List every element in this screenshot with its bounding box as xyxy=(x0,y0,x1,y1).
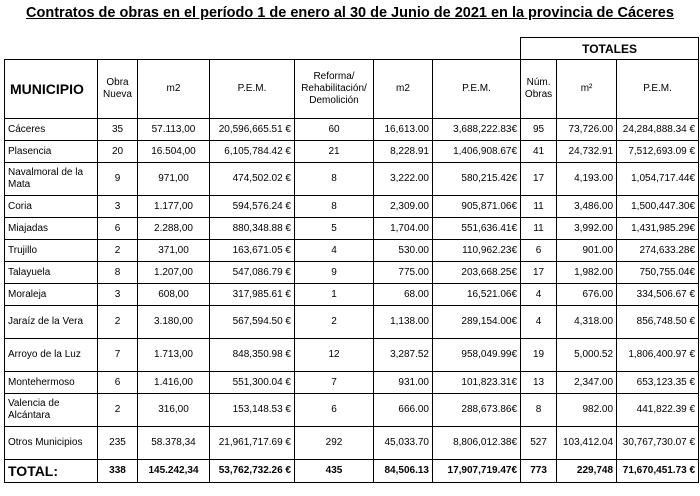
table-row xyxy=(5,262,699,284)
col-header-m2-total: m² xyxy=(557,60,617,119)
cell-reforma: 6 xyxy=(295,394,374,427)
cell-num-obras: 11 xyxy=(521,196,557,218)
cell-municipio: Plasencia xyxy=(5,141,98,163)
col-header-pem-nueva: P.E.M. xyxy=(210,60,295,119)
cell-pem-reforma: 110,962.23€ xyxy=(433,240,521,262)
cell-m2-reforma: 68.00 xyxy=(374,284,433,306)
table-row xyxy=(5,218,699,240)
cell-pem-reforma: 289,154.00€ xyxy=(433,306,521,339)
cell-reforma: 292 xyxy=(295,427,374,460)
cell-m2-nueva: 1.207,00 xyxy=(138,262,210,284)
cell-pem-total: 441,822.39 € xyxy=(617,394,699,427)
table-row xyxy=(5,284,699,306)
cell-municipio: Moraleja xyxy=(5,284,98,306)
header-row xyxy=(5,60,699,119)
col-header-reforma: Reforma/ Rehabilitación/ Demolición xyxy=(295,60,374,119)
cell-pem-nueva: 6,105,784.42 € xyxy=(210,141,295,163)
cell-m2-total: 2,347.00 xyxy=(557,372,617,394)
cell-pem-nueva: 567,594.50 € xyxy=(210,306,295,339)
col-header-m2-reforma: m2 xyxy=(374,60,433,119)
cell-reforma: 12 xyxy=(295,339,374,372)
cell-pem-reforma: 16,521.06€ xyxy=(433,284,521,306)
cell-m2-nueva: 58.378,34 xyxy=(138,427,210,460)
cell-municipio: Miajadas xyxy=(5,218,98,240)
cell-pem-nueva: 848,350.98 € xyxy=(210,339,295,372)
cell-pem-total: 1,431,985.29€ xyxy=(617,218,699,240)
cell-m2-nueva: 316,00 xyxy=(138,394,210,427)
cell-pem-nueva: 317,985.61 € xyxy=(210,284,295,306)
table-row xyxy=(5,339,699,372)
cell-municipio: Talayuela xyxy=(5,262,98,284)
cell-m2-reforma: 3,222.00 xyxy=(374,163,433,196)
total-pem-reforma: 17,907,719.47€ xyxy=(433,460,521,483)
total-label: TOTAL: xyxy=(5,460,98,483)
cell-num-obras: 4 xyxy=(521,306,557,339)
cell-m2-total: 5,000.52 xyxy=(557,339,617,372)
cell-m2-reforma: 1,138.00 xyxy=(374,306,433,339)
cell-m2-total: 4,193.00 xyxy=(557,163,617,196)
cell-pem-nueva: 153,148.53 € xyxy=(210,394,295,427)
total-obra-nueva: 338 xyxy=(98,460,138,483)
cell-municipio: Montehermoso xyxy=(5,372,98,394)
cell-municipio: Coria xyxy=(5,196,98,218)
totals-group-row xyxy=(5,38,699,60)
cell-municipio: Otros Municipios xyxy=(5,427,98,460)
cell-pem-reforma: 3,688,222.83€ xyxy=(433,119,521,141)
cell-reforma: 7 xyxy=(295,372,374,394)
cell-pem-nueva: 474,502.02 € xyxy=(210,163,295,196)
cell-pem-nueva: 594,576.24 € xyxy=(210,196,295,218)
cell-pem-reforma: 101,823.31€ xyxy=(433,372,521,394)
cell-municipio: Navalmoral de la Mata xyxy=(5,163,98,196)
cell-num-obras: 19 xyxy=(521,339,557,372)
cell-municipio: Valencia de Alcántara xyxy=(5,394,98,427)
cell-reforma: 5 xyxy=(295,218,374,240)
cell-m2-nueva: 1.416,00 xyxy=(138,372,210,394)
table-row xyxy=(5,372,699,394)
cell-m2-nueva: 371,00 xyxy=(138,240,210,262)
cell-obra-nueva: 20 xyxy=(98,141,138,163)
total-m2-nueva: 145.242,34 xyxy=(138,460,210,483)
cell-m2-nueva: 3.180,00 xyxy=(138,306,210,339)
cell-m2-total: 73,726.00 xyxy=(557,119,617,141)
cell-obra-nueva: 35 xyxy=(98,119,138,141)
table-row xyxy=(5,306,699,339)
cell-num-obras: 13 xyxy=(521,372,557,394)
table-row xyxy=(5,119,699,141)
cell-pem-reforma: 905,871.06€ xyxy=(433,196,521,218)
col-header-pem-reforma: P.E.M. xyxy=(433,60,521,119)
cell-pem-reforma: 1,406,908.67€ xyxy=(433,141,521,163)
cell-m2-total: 4,318.00 xyxy=(557,306,617,339)
cell-m2-reforma: 16,613.00 xyxy=(374,119,433,141)
cell-pem-total: 334,506.67 € xyxy=(617,284,699,306)
cell-pem-reforma: 580,215.42€ xyxy=(433,163,521,196)
cell-num-obras: 8 xyxy=(521,394,557,427)
cell-m2-nueva: 608,00 xyxy=(138,284,210,306)
cell-pem-total: 7,512,693.09 € xyxy=(617,141,699,163)
cell-obra-nueva: 2 xyxy=(98,394,138,427)
cell-obra-nueva: 6 xyxy=(98,218,138,240)
cell-municipio: Cáceres xyxy=(5,119,98,141)
cell-m2-reforma: 1,704.00 xyxy=(374,218,433,240)
table-row xyxy=(5,196,699,218)
cell-pem-total: 653,123.35 € xyxy=(617,372,699,394)
cell-m2-reforma: 45,033.70 xyxy=(374,427,433,460)
cell-obra-nueva: 7 xyxy=(98,339,138,372)
total-pem-total: 71,670,451.73 € xyxy=(617,460,699,483)
col-header-num-obras: Núm. Obras xyxy=(521,60,557,119)
cell-obra-nueva: 235 xyxy=(98,427,138,460)
cell-pem-reforma: 203,668.25€ xyxy=(433,262,521,284)
cell-num-obras: 6 xyxy=(521,240,557,262)
cell-m2-reforma: 8,228.91 xyxy=(374,141,433,163)
total-m2-total: 229,748 xyxy=(557,460,617,483)
cell-m2-reforma: 931.00 xyxy=(374,372,433,394)
table-row xyxy=(5,427,699,460)
cell-m2-reforma: 666.00 xyxy=(374,394,433,427)
col-header-pem-total: P.E.M. xyxy=(617,60,699,119)
cell-num-obras: 17 xyxy=(521,163,557,196)
cell-obra-nueva: 2 xyxy=(98,306,138,339)
table-body xyxy=(5,119,699,460)
total-row xyxy=(5,460,699,483)
cell-reforma: 8 xyxy=(295,196,374,218)
total-pem-nueva: 53,762,732.26 € xyxy=(210,460,295,483)
cell-obra-nueva: 3 xyxy=(98,284,138,306)
cell-pem-total: 274,633.28€ xyxy=(617,240,699,262)
cell-pem-nueva: 163,671.05 € xyxy=(210,240,295,262)
cell-municipio: Arroyo de la Luz xyxy=(5,339,98,372)
cell-pem-total: 1,806,400.97 € xyxy=(617,339,699,372)
total-reforma: 435 xyxy=(295,460,374,483)
cell-pem-total: 30,767,730.07 € xyxy=(617,427,699,460)
table-row xyxy=(5,394,699,427)
cell-pem-total: 1,500,447.30€ xyxy=(617,196,699,218)
cell-m2-nueva: 971,00 xyxy=(138,163,210,196)
cell-pem-reforma: 551,636.41€ xyxy=(433,218,521,240)
cell-reforma: 1 xyxy=(295,284,374,306)
cell-num-obras: 17 xyxy=(521,262,557,284)
cell-num-obras: 4 xyxy=(521,284,557,306)
cell-m2-reforma: 530.00 xyxy=(374,240,433,262)
table-row xyxy=(5,240,699,262)
cell-pem-reforma: 8,806,012.38€ xyxy=(433,427,521,460)
cell-pem-total: 750,755.04€ xyxy=(617,262,699,284)
contracts-table xyxy=(4,37,699,483)
cell-municipio: Trujillo xyxy=(5,240,98,262)
cell-reforma: 4 xyxy=(295,240,374,262)
cell-reforma: 21 xyxy=(295,141,374,163)
cell-reforma: 9 xyxy=(295,262,374,284)
cell-reforma: 2 xyxy=(295,306,374,339)
col-header-m2-nueva: m2 xyxy=(138,60,210,119)
cell-pem-nueva: 547,086.79 € xyxy=(210,262,295,284)
cell-pem-total: 1,054,717.44€ xyxy=(617,163,699,196)
totals-group-header: TOTALES xyxy=(521,38,699,60)
cell-m2-total: 676.00 xyxy=(557,284,617,306)
cell-m2-nueva: 57.113,00 xyxy=(138,119,210,141)
cell-pem-nueva: 20,596,665.51 € xyxy=(210,119,295,141)
cell-num-obras: 41 xyxy=(521,141,557,163)
col-header-municipio: MUNICIPIO xyxy=(5,60,98,119)
total-num-obras: 773 xyxy=(521,460,557,483)
cell-num-obras: 527 xyxy=(521,427,557,460)
table-row xyxy=(5,141,699,163)
cell-reforma: 60 xyxy=(295,119,374,141)
cell-obra-nueva: 2 xyxy=(98,240,138,262)
cell-m2-nueva: 16.504,00 xyxy=(138,141,210,163)
cell-num-obras: 95 xyxy=(521,119,557,141)
cell-reforma: 8 xyxy=(295,163,374,196)
cell-pem-nueva: 551,300.04 € xyxy=(210,372,295,394)
cell-m2-total: 103,412.04 xyxy=(557,427,617,460)
cell-obra-nueva: 3 xyxy=(98,196,138,218)
cell-m2-total: 901.00 xyxy=(557,240,617,262)
cell-municipio: Jaraíz de la Vera xyxy=(5,306,98,339)
cell-m2-nueva: 2.288,00 xyxy=(138,218,210,240)
cell-m2-total: 982.00 xyxy=(557,394,617,427)
cell-pem-nueva: 880,348.88 € xyxy=(210,218,295,240)
cell-obra-nueva: 8 xyxy=(98,262,138,284)
cell-obra-nueva: 6 xyxy=(98,372,138,394)
cell-pem-reforma: 958,049.99€ xyxy=(433,339,521,372)
cell-m2-total: 24,732.91 xyxy=(557,141,617,163)
cell-m2-reforma: 2,309.00 xyxy=(374,196,433,218)
cell-obra-nueva: 9 xyxy=(98,163,138,196)
total-m2-reforma: 84,506.13 xyxy=(374,460,433,483)
cell-m2-total: 3,992.00 xyxy=(557,218,617,240)
col-header-obra-nueva: Obra Nueva xyxy=(98,60,138,119)
cell-m2-total: 1,982.00 xyxy=(557,262,617,284)
document-title: Contratos de obras en el período 1 de enero al 30 de Junio de 2021 en la provincia de Cáceres xyxy=(26,5,674,21)
cell-pem-total: 856,748.50 € xyxy=(617,306,699,339)
cell-num-obras: 11 xyxy=(521,218,557,240)
cell-m2-nueva: 1.713,00 xyxy=(138,339,210,372)
cell-pem-nueva: 21,961,717.69 € xyxy=(210,427,295,460)
cell-m2-nueva: 1.177,00 xyxy=(138,196,210,218)
table-row xyxy=(5,163,699,196)
cell-m2-reforma: 775.00 xyxy=(374,262,433,284)
cell-m2-total: 3,486.00 xyxy=(557,196,617,218)
cell-m2-reforma: 3,287.52 xyxy=(374,339,433,372)
cell-pem-reforma: 288,673.86€ xyxy=(433,394,521,427)
cell-pem-total: 24,284,888.34 € xyxy=(617,119,699,141)
